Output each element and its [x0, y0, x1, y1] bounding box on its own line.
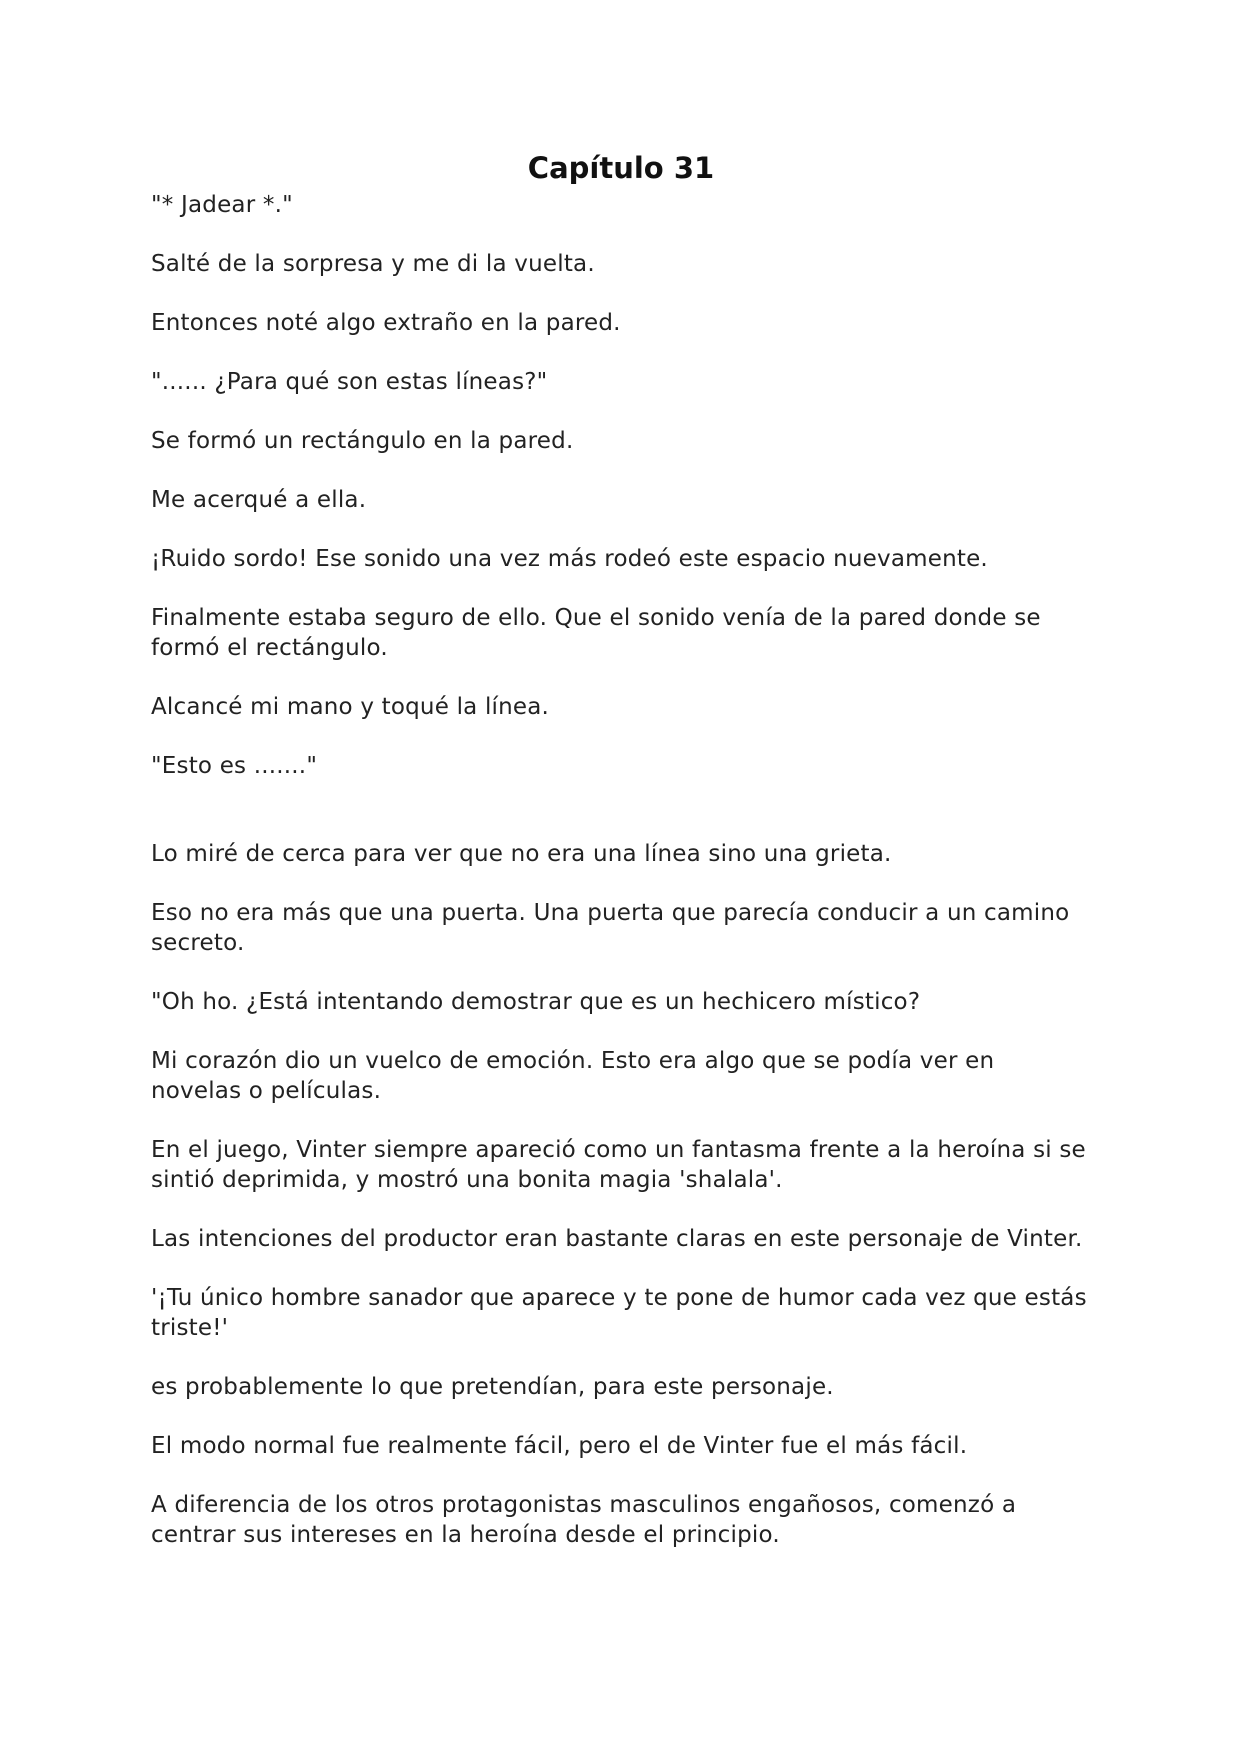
paragraph: Entonces noté algo extraño en la pared. — [151, 310, 621, 336]
paragraph: En el juego, Vinter siempre apareció como un fantasma frente a la heroína si se sintió deprimida, y mostró una bonita magia 'shalala'. — [151, 1137, 1086, 1193]
paragraph: es probablemente lo que pretendían, para este personaje. — [151, 1374, 834, 1400]
paragraph: "Oh ho. ¿Está intentando demostrar que es un hechicero místico? — [151, 989, 921, 1015]
paragraph: ¡Ruido sordo! Ese sonido una vez más rodeó este espacio nuevamente. — [151, 546, 988, 572]
paragraph: Salté de la sorpresa y me di la vuelta. — [151, 251, 595, 277]
paragraph: A diferencia de los otros protagonistas masculinos engañosos, comenzó a centrar sus intereses en la heroína desde el principio. — [151, 1492, 1017, 1548]
chapter-title: Capítulo 31 — [527, 151, 715, 185]
paragraph: Me acerqué a ella. — [151, 487, 367, 513]
paragraph: "* Jadear *." — [151, 192, 293, 218]
paragraph: "...... ¿Para qué son estas líneas?" — [151, 369, 548, 395]
paragraph: Las intenciones del productor eran bastante claras en este personaje de Vinter. — [151, 1226, 1083, 1252]
paragraph: Mi corazón dio un vuelco de emoción. Esto era algo que se podía ver en novelas o películas. — [151, 1048, 995, 1104]
paragraph: "Esto es ......." — [151, 753, 318, 779]
paragraph: El modo normal fue realmente fácil, pero el de Vinter fue el más fácil. — [151, 1433, 968, 1459]
paragraph: Alcancé mi mano y toqué la línea. — [151, 694, 550, 720]
paragraph: Lo miré de cerca para ver que no era una línea sino una grieta. — [151, 841, 892, 867]
paragraph: Se formó un rectángulo en la pared. — [151, 428, 574, 454]
chapter-body — [151, 190, 1091, 1579]
paragraph: Eso no era más que una puerta. Una puerta que parecía conducir a un camino secreto. — [151, 900, 1070, 956]
paragraph: Finalmente estaba seguro de ello. Que el sonido venía de la pared donde se formó el rectángulo. — [151, 605, 1041, 661]
paragraph: '¡Tu único hombre sanador que aparece y te pone de humor cada vez que estás triste!' — [151, 1285, 1087, 1341]
